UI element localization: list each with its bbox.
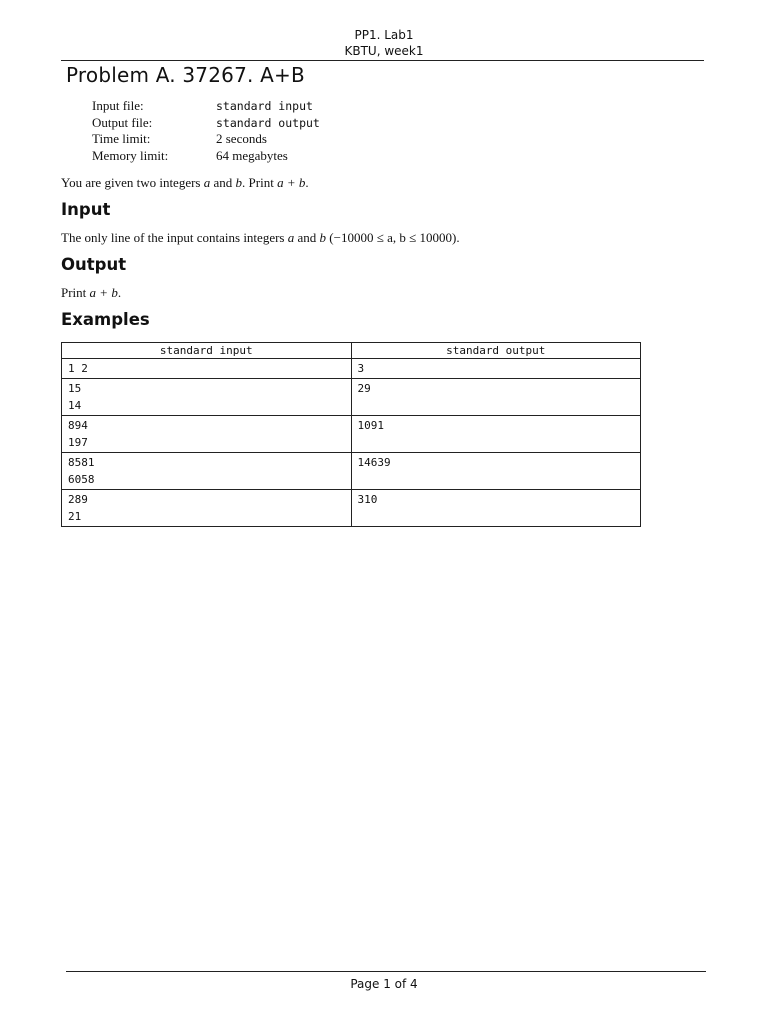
example-input-cell: [62, 379, 352, 416]
example-output-line: 310: [357, 493, 378, 506]
input-text: and: [294, 230, 320, 245]
meta-value: standard output: [216, 115, 320, 130]
example-input-line: 894: [68, 419, 88, 432]
var-a: a: [287, 230, 295, 245]
statement-paragraph: [61, 175, 309, 191]
input-paragraph: [61, 230, 460, 246]
statement-text: and: [210, 175, 236, 190]
output-heading: Output: [61, 255, 127, 274]
meta-value: standard input: [216, 99, 313, 114]
input-text: (: [326, 230, 334, 245]
constraint: −10000 ≤ a, b ≤ 10000: [333, 230, 452, 245]
problem-title: Problem A. 37267. A+B: [66, 63, 305, 87]
output-text: .: [117, 285, 122, 300]
example-output-line: 1091: [357, 419, 384, 432]
example-input-cell: [62, 490, 352, 527]
expr-a-plus-b: a + b: [89, 285, 118, 300]
course-title: PP1. Lab1: [354, 28, 414, 42]
running-header: [0, 27, 768, 59]
footer-rule: [66, 971, 706, 972]
var-b: b: [319, 230, 327, 245]
table-row: [62, 453, 641, 490]
examples-table: [61, 342, 641, 527]
table-row: [62, 416, 641, 453]
statement-text: .: [305, 175, 309, 190]
example-input-line: 8581: [68, 456, 95, 469]
example-input-line: 15: [68, 382, 82, 395]
example-output-line: 14639: [357, 456, 391, 469]
meta-label: Input file:: [92, 98, 144, 114]
meta-label: Memory limit:: [92, 147, 169, 163]
meta-row: [92, 115, 320, 132]
output-text: Print: [61, 285, 90, 300]
meta-row: [92, 98, 320, 115]
problem-meta: [92, 98, 320, 164]
var-b: b: [235, 175, 243, 190]
example-output-cell: [351, 453, 641, 490]
meta-row: [92, 148, 320, 165]
example-input-cell: [62, 359, 352, 379]
table-row: [62, 379, 641, 416]
example-input-line: 1 2: [68, 362, 88, 375]
example-input-cell: [62, 416, 352, 453]
header-rule: [61, 60, 704, 61]
example-input-cell: [62, 453, 352, 490]
meta-label: Time limit:: [92, 131, 151, 147]
page-number: Page 1 of 4: [350, 977, 418, 991]
meta-value: 64 megabytes: [216, 147, 288, 163]
example-input-line: 14: [68, 399, 82, 412]
example-output-cell: [351, 490, 641, 527]
output-paragraph: [61, 285, 121, 301]
example-input-line: 21: [68, 510, 82, 523]
example-input-line: 6058: [68, 473, 95, 486]
statement-text: . Print: [242, 175, 278, 190]
input-text: ).: [451, 230, 460, 245]
example-output-line: 3: [357, 362, 365, 375]
table-row: [62, 359, 641, 379]
table-header-row: [62, 343, 641, 359]
expr-a-plus-b: a + b: [277, 175, 306, 190]
week-label: KBTU, week1: [344, 44, 424, 58]
example-input-line: 289: [68, 493, 88, 506]
column-header-input: standard input: [62, 343, 352, 359]
column-header-output: standard output: [351, 343, 641, 359]
examples-heading: Examples: [61, 310, 150, 329]
example-input-line: 197: [68, 436, 88, 449]
meta-label: Output file:: [92, 114, 153, 130]
input-heading: Input: [61, 200, 111, 219]
example-output-cell: [351, 359, 641, 379]
meta-value: 2 seconds: [216, 131, 267, 147]
example-output-line: 29: [357, 382, 371, 395]
example-output-cell: [351, 379, 641, 416]
var-a: a: [203, 175, 211, 190]
table-row: [62, 490, 641, 527]
example-output-cell: [351, 416, 641, 453]
meta-row: [92, 131, 320, 148]
input-text: The only line of the input contains integers: [61, 230, 288, 245]
statement-text: You are given two integers: [61, 175, 204, 190]
